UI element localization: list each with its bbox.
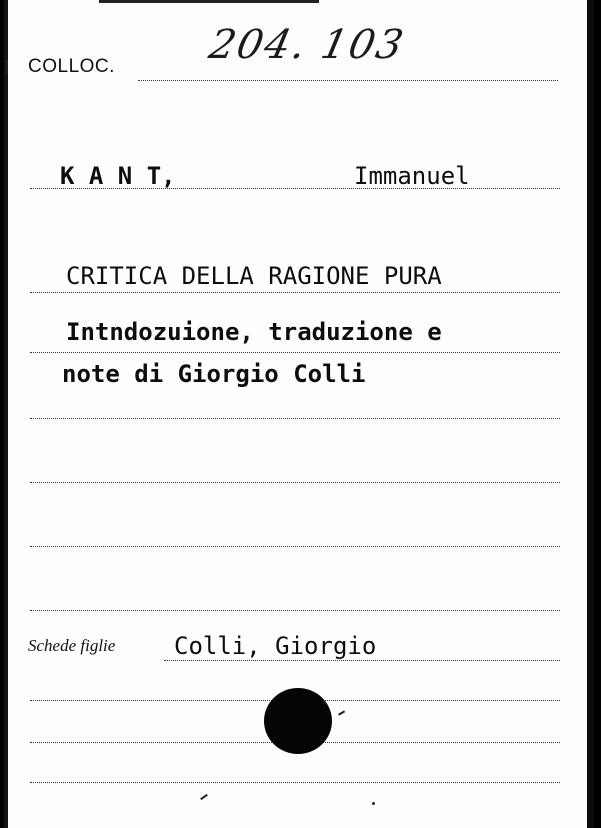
title-line [30, 292, 560, 293]
ruled-line [30, 610, 560, 611]
author-surname: K A N T, [60, 162, 176, 190]
ink-speck [372, 802, 375, 805]
ruled-line [30, 546, 560, 547]
notes-line-1: Intndozuione, traduzione e [66, 318, 442, 346]
catalog-card [4, 0, 594, 828]
title-text: CRITICA DELLA RAGIONE PURA [66, 262, 442, 290]
ruled-line [30, 418, 560, 419]
colloc-value: 204. 103 [205, 22, 410, 68]
card-right-edge [587, 0, 594, 828]
schede-figlie-value: Colli, Giorgio [174, 632, 377, 660]
notes-rule-1 [30, 352, 560, 353]
ink-speck [338, 710, 345, 715]
schede-figlie-label: Schede figlie [28, 636, 116, 655]
notes-line-2: note di Giorgio Colli [62, 360, 366, 388]
card-top-edge [99, 0, 319, 3]
schede-line [164, 660, 560, 661]
ruled-line [30, 482, 560, 483]
punch-hole [264, 688, 332, 754]
author-line [30, 188, 560, 189]
colloc-line [138, 80, 558, 81]
ruled-line [30, 782, 560, 783]
ink-speck [200, 794, 208, 800]
colloc-label: COLLOC. [28, 56, 115, 77]
edge-tick [6, 60, 8, 74]
card-left-edge [4, 0, 8, 828]
author-given-name: Immanuel [354, 162, 470, 190]
